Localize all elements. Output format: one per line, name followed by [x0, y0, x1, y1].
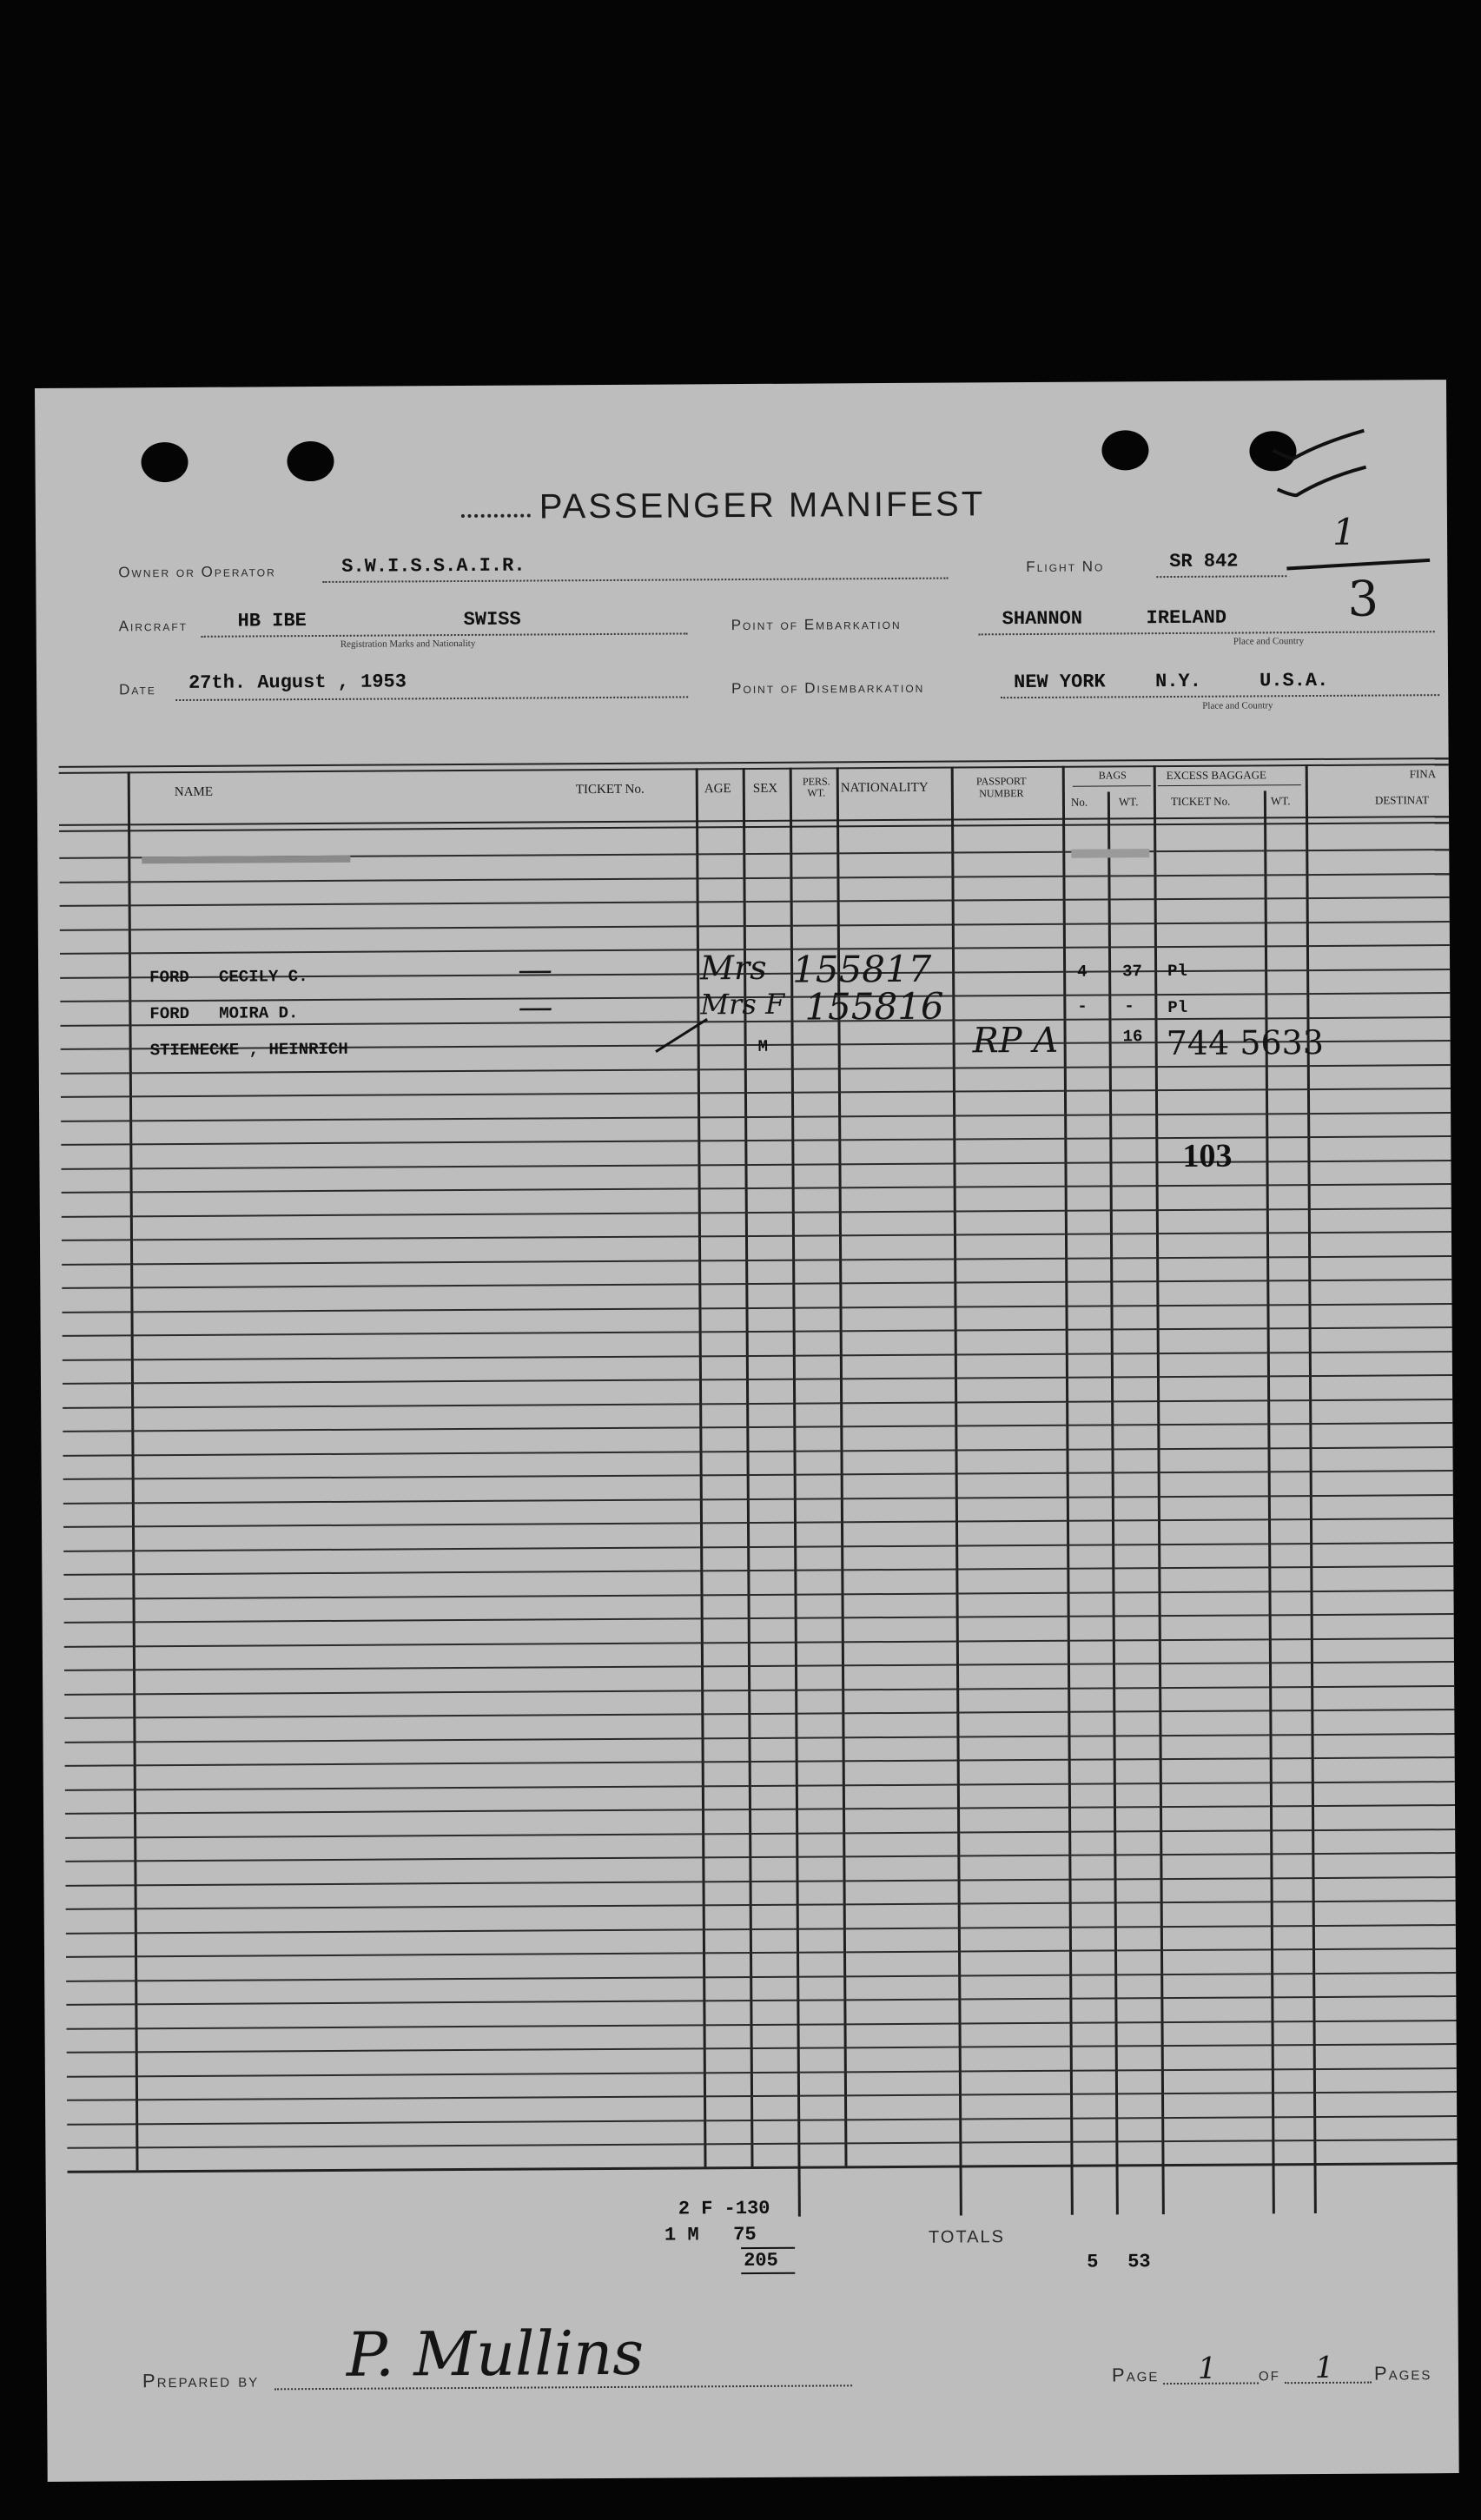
embark-sublabel: Place and Country: [1233, 636, 1305, 647]
passenger-name: FORD CECILY C.: [149, 967, 308, 988]
table-row-rule: [64, 1709, 1454, 1719]
flight-label: Flight No: [1026, 558, 1105, 576]
table-row-rule: [63, 1399, 1452, 1409]
handwritten-number: 155816: [804, 984, 944, 1029]
signature: P. Mullins: [346, 2317, 645, 2391]
redaction-smudge: [142, 856, 350, 863]
totals-bags-wt: 53: [1127, 2251, 1151, 2273]
table-row-rule: [62, 1183, 1451, 1194]
owner-label: Owner or Operator: [118, 563, 276, 581]
punch-hole-icon: [1101, 430, 1148, 470]
table-row-rule: [64, 1613, 1454, 1624]
manifest-sheet: [35, 380, 1459, 2482]
col-header-bags: BAGS: [1098, 769, 1127, 782]
col-header-excess-ticket: TICKET No.: [1170, 794, 1231, 809]
aircraft-reg: HB IBE: [237, 610, 307, 632]
totals-passengers: 205: [744, 2249, 778, 2272]
col-header-sex: SEX: [752, 781, 778, 796]
table-row-rule: [61, 1064, 1451, 1075]
passport-handwritten: RP A: [972, 1020, 1059, 1062]
table-row-rule: [66, 1995, 1456, 2006]
table-row-rule: [65, 1733, 1455, 1743]
pages-number: 1: [1314, 2350, 1334, 2386]
punch-hole-icon: [287, 441, 334, 481]
table-row-rule: [63, 1351, 1452, 1361]
aircraft-label: Aircraft: [118, 617, 188, 635]
table-row-rule: [61, 1088, 1451, 1098]
table-row-rule: [60, 921, 1450, 931]
table-row-rule: [65, 1804, 1455, 1815]
bags-wt: -: [1124, 996, 1134, 1016]
age-sex-handwritten: Mrs F: [700, 987, 785, 1022]
note-103: 103: [1182, 1137, 1233, 1174]
excess-ticket-handwritten: 744 5633: [1166, 1022, 1325, 1063]
table-row-rule: [63, 1470, 1453, 1480]
table-row-rule: [62, 1279, 1451, 1289]
date-value: 27th. August , 1953: [188, 671, 407, 694]
table-ruled-lines: [35, 380, 1446, 388]
margin-rule: [1286, 559, 1430, 571]
bags-wt: 37: [1122, 962, 1143, 982]
disembark-place: NEW YORK: [1014, 671, 1106, 694]
table-row-rule: [65, 1829, 1455, 1839]
col-header-excess: EXCESS BAGGAGE: [1166, 768, 1267, 783]
page-label: Page: [1111, 2364, 1160, 2386]
sex-value: M: [757, 1036, 769, 1056]
table-row-rule: [63, 1446, 1453, 1457]
table-row-rule: [64, 1661, 1454, 1671]
ticket-mark: —: [517, 949, 553, 990]
embark-country: IRELAND: [1146, 606, 1227, 630]
table-bottom-rule: [68, 2162, 1458, 2173]
table-row-rule: [66, 1972, 1456, 1982]
totals-bags-no: 5: [1087, 2251, 1099, 2273]
bags-no: 4: [1077, 962, 1088, 982]
disembark-state: N.Y.: [1155, 670, 1201, 693]
col-header-final-dest: DESTINAT: [1374, 793, 1430, 807]
table-row-rule: [63, 1494, 1453, 1505]
totals-male: 1 M 75: [664, 2223, 757, 2246]
col-header-name: NAME: [174, 784, 214, 800]
table-row-rule: [66, 1924, 1456, 1935]
table-row-rule: [62, 1231, 1451, 1241]
embark-place: SHANNON: [1002, 607, 1083, 631]
table-row-rule: [67, 2091, 1457, 2101]
col-header-age: AGE: [704, 782, 731, 797]
table-row-rule: [67, 2139, 1457, 2149]
table-row-rule: [61, 1112, 1451, 1122]
table-row-rule: [65, 1852, 1455, 1862]
table-row-rule: [64, 1590, 1454, 1600]
table-row-rule: [61, 1135, 1451, 1146]
col-header-passport: PASSPORT NUMBER: [975, 775, 1027, 800]
age-sex-handwritten: Mrs: [699, 948, 767, 988]
checkmark-icon: [1268, 424, 1373, 503]
of-label: of: [1258, 2363, 1280, 2385]
table-row-rule: [63, 1542, 1453, 1552]
flight-value: SR 842: [1169, 550, 1239, 573]
disembark-country: U.S.A.: [1260, 669, 1329, 692]
table-row-rule: [63, 1374, 1452, 1385]
totals-label: TOTALS: [928, 2227, 1006, 2247]
col-header-nationality: NATIONALITY: [840, 780, 929, 796]
col-header-excess-wt: WT.: [1270, 794, 1291, 808]
totals-female: 2 F -130: [678, 2197, 770, 2220]
passenger-name: FORD MOIRA D.: [149, 1003, 299, 1024]
table-row-rule: [66, 1900, 1456, 1910]
table-row-rule: [65, 1781, 1455, 1791]
aircraft-sublabel: Registration Marks and Nationality: [340, 638, 476, 650]
margin-mark-1: 1: [1332, 510, 1356, 553]
table-row-rule: [63, 1518, 1453, 1528]
table-row-rule: [62, 1207, 1451, 1218]
ticket-slash: [655, 1018, 708, 1053]
table-row-rule: [65, 1756, 1455, 1767]
table-row-rule: [61, 1160, 1451, 1170]
embark-label: Point of Embarkation: [731, 615, 902, 634]
col-header-ticket: TICKET No.: [575, 782, 645, 797]
col-header-bags-no: No.: [1070, 795, 1088, 809]
page-number: 1: [1197, 2351, 1217, 2386]
col-header-final: FINA: [1409, 767, 1437, 781]
col-header-bags-wt: WT.: [1118, 795, 1139, 809]
title-dots: [461, 514, 531, 518]
table-row-rule: [62, 1303, 1451, 1313]
ticket-mark: —: [518, 987, 553, 1028]
bags-no: -: [1077, 996, 1088, 1016]
punch-hole-icon: [141, 442, 188, 482]
disembark-sublabel: Place and Country: [1202, 700, 1273, 711]
table-row-rule: [67, 2067, 1457, 2078]
table-row-rule: [63, 1422, 1452, 1432]
table-row-rule: [62, 1255, 1451, 1266]
handwritten-number: 155817: [791, 947, 932, 991]
table-row-rule: [64, 1685, 1454, 1696]
table-row-rule: [67, 2043, 1457, 2054]
excess-ticket: Pl: [1167, 997, 1188, 1018]
table-row-rule: [67, 2115, 1457, 2126]
table-row-rule: [67, 2020, 1457, 2030]
disembark-label: Point of Disembarkation: [731, 678, 925, 698]
prepared-by-label: Prepared by: [142, 2369, 260, 2392]
date-label: Date: [119, 681, 156, 698]
bags-wt: 16: [1122, 1027, 1143, 1047]
excess-ticket: Pl: [1167, 961, 1188, 982]
table-row-rule: [66, 1948, 1456, 1958]
table-row-rule: [63, 1326, 1452, 1337]
redaction-smudge: [1071, 849, 1149, 858]
owner-value: S.W.I.S.S.A.I.R.: [341, 554, 526, 578]
table-row-rule: [66, 1876, 1456, 1887]
margin-mark-3: 3: [1347, 571, 1379, 628]
table-row-rule: [59, 873, 1449, 883]
table-row-rule: [63, 1565, 1453, 1576]
aircraft-nationality: SWISS: [463, 608, 521, 631]
form-title: PASSENGER MANIFEST: [539, 485, 986, 526]
table-row-rule: [60, 896, 1450, 907]
table-row-rule: [64, 1637, 1454, 1648]
passenger-name: STIENECKE , HEINRICH: [149, 1039, 348, 1061]
col-header-pers-wt: PERS. WT.: [802, 775, 830, 799]
pages-label: Pages: [1373, 2362, 1432, 2384]
